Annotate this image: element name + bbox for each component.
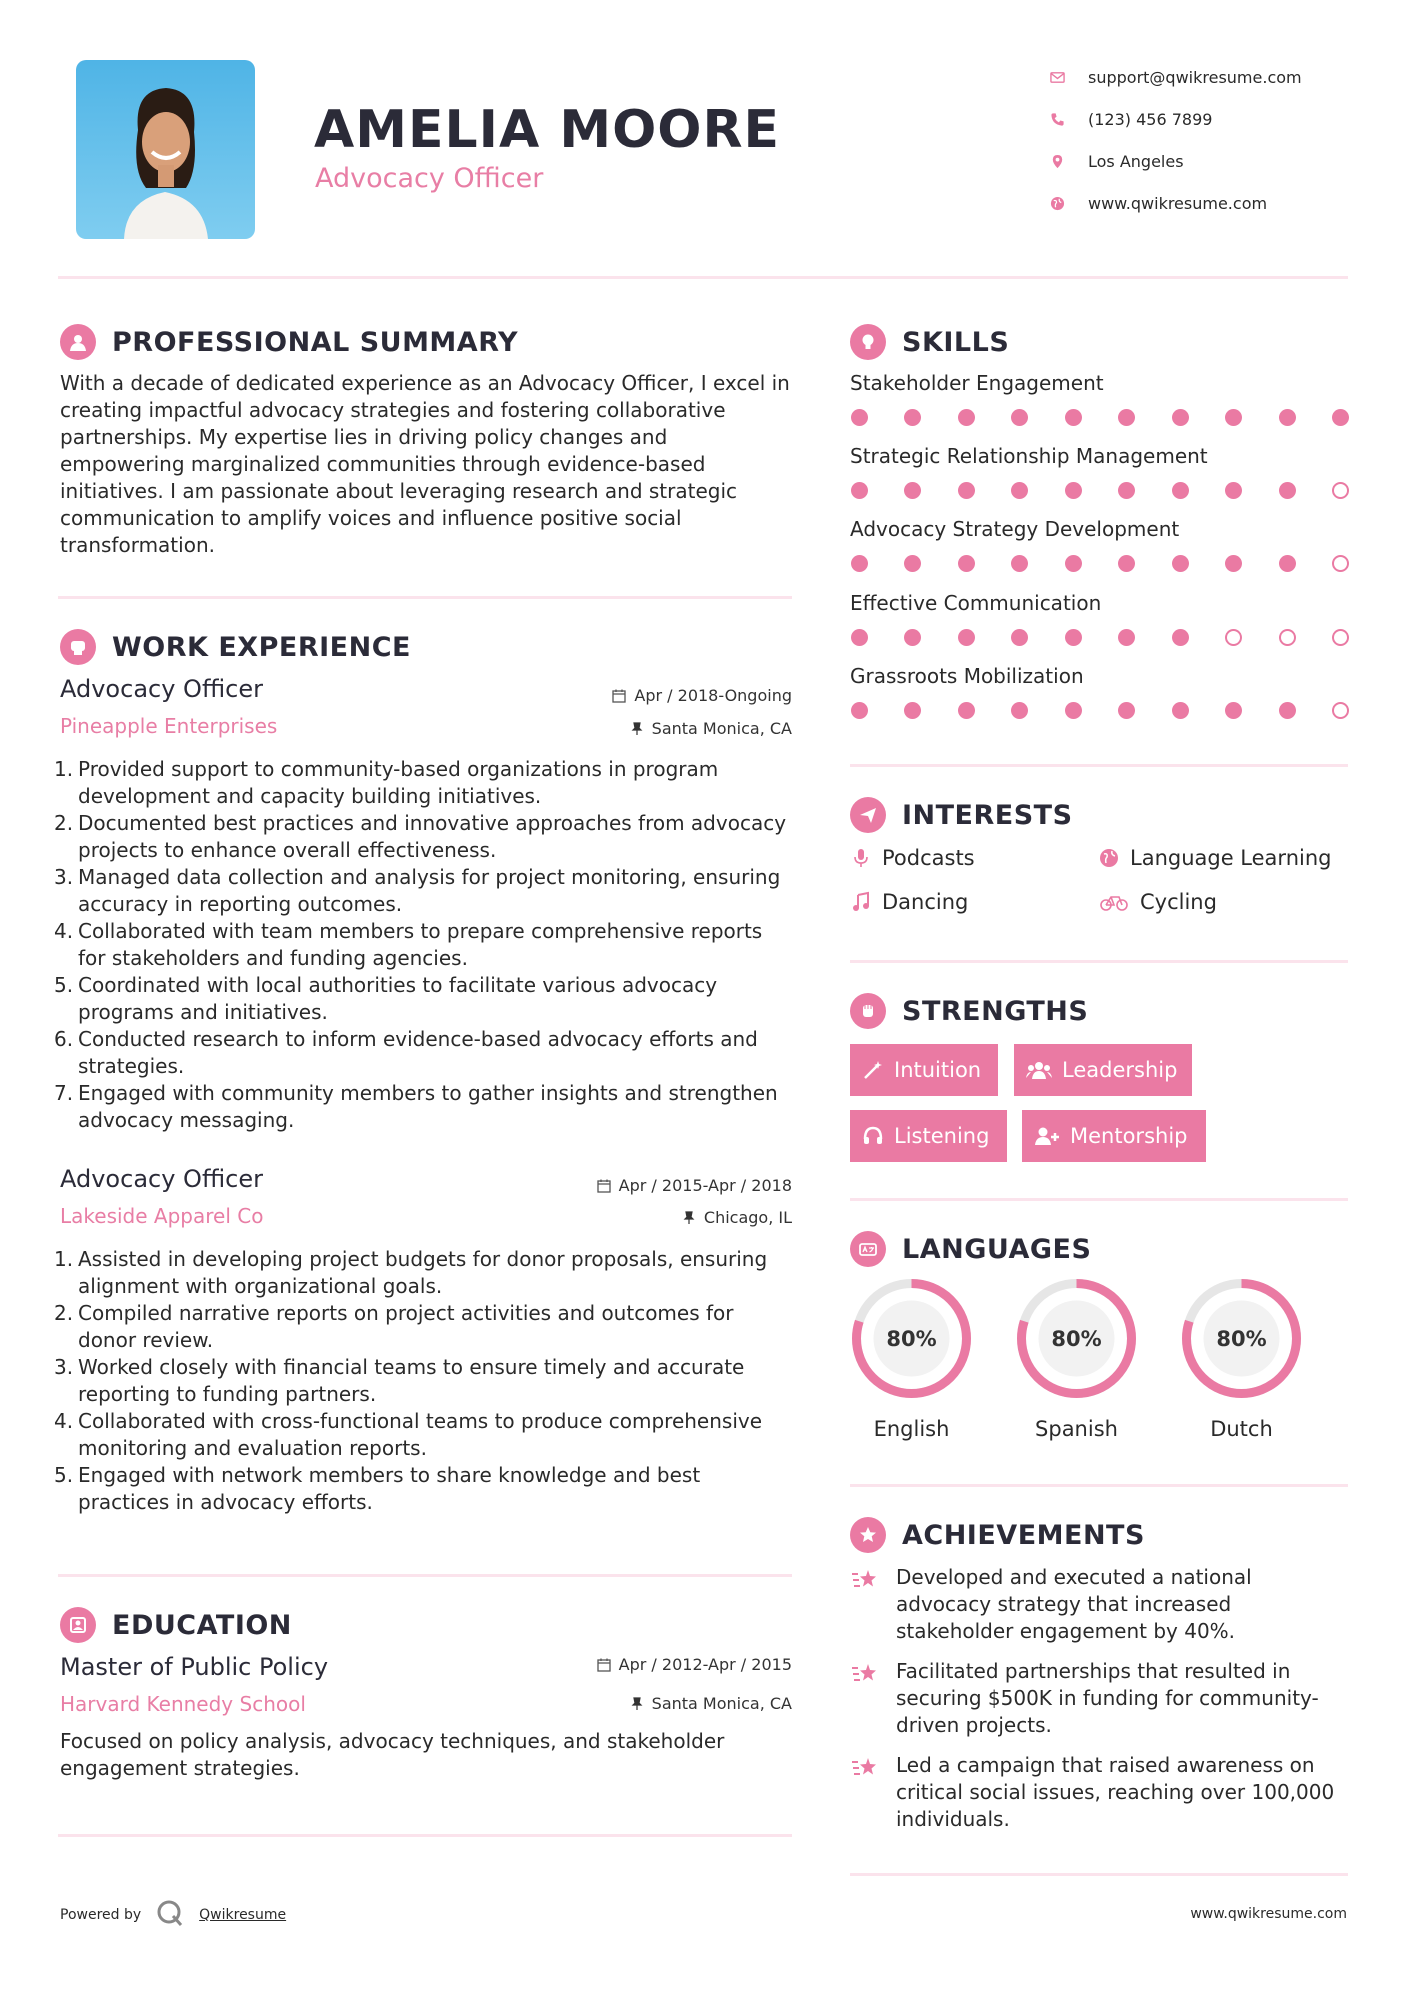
school-name: Harvard Kennedy School <box>60 1692 306 1716</box>
contact-website[interactable] <box>1050 182 1370 224</box>
skill-dot-filled <box>1118 555 1135 572</box>
skill-rating <box>851 629 1349 646</box>
list-item: 2. Compiled narrative reports on project activities and outcomes for donor review. <box>54 1301 734 1352</box>
candidate-role: Advocacy Officer <box>315 163 544 194</box>
skill-dot-filled <box>1118 409 1135 426</box>
skill-rating <box>851 409 1349 426</box>
language-percent: 80% <box>886 1327 937 1351</box>
experience-divider <box>58 1574 792 1577</box>
languages-header <box>850 1231 1091 1267</box>
headphones-icon <box>862 1125 884 1147</box>
language-progress-ring <box>1179 1276 1304 1401</box>
skill-dot-filled <box>1225 409 1242 426</box>
skill-dot-filled <box>1225 555 1242 572</box>
skill-dot-filled <box>904 409 921 426</box>
job-dates-text: Apr / 2018-Ongoing <box>634 686 792 705</box>
strength-chip: Leadership <box>1014 1044 1192 1096</box>
skill-dot-filled <box>958 555 975 572</box>
degree-title: Master of Public Policy <box>60 1653 329 1681</box>
summary-divider <box>58 596 792 599</box>
skill-dot-filled <box>1011 555 1028 572</box>
candidate-name: AMELIA MOORE <box>314 100 781 160</box>
calendar-icon <box>597 1179 611 1193</box>
achievements-title: ACHIEVEMENTS <box>902 1519 1145 1551</box>
skill-dot-empty <box>1332 702 1349 719</box>
skill-name: Grassroots Mobilization <box>850 664 1084 688</box>
job-location-text: Chicago, IL <box>703 1208 792 1227</box>
phone-text: (123) 456 7899 <box>1088 109 1213 129</box>
job-title: Advocacy Officer <box>60 675 263 703</box>
experience-header <box>60 629 411 665</box>
skill-dot-filled <box>1279 555 1296 572</box>
education-text: Focused on policy analysis, advocacy techniques, and stakeholder engagement strategies. <box>60 1729 725 1780</box>
language-name: English <box>873 1417 950 1441</box>
contact-email[interactable] <box>1050 56 1370 98</box>
interest-item: Language Learning <box>1098 846 1331 870</box>
globe-icon <box>1098 847 1120 869</box>
skill-dot-empty <box>1279 629 1296 646</box>
job-dates <box>552 1176 792 1195</box>
education-dates-text: Apr / 2012-Apr / 2015 <box>618 1655 792 1674</box>
education-location-text: Santa Monica, CA <box>651 1694 792 1713</box>
job-dates <box>552 686 792 705</box>
skills-header <box>850 324 1009 360</box>
calendar-icon <box>612 689 626 703</box>
languages-divider <box>850 1484 1348 1487</box>
skill-dot-filled <box>904 482 921 499</box>
list-item: 1. Assisted in developing project budgets for donor proposals, ensuring alignment with organizational goals. <box>54 1247 768 1298</box>
list-item: 3. Managed data collection and analysis for project monitoring, ensuring accuracy in reporting outcomes. <box>54 865 781 916</box>
footer-website[interactable]: www.qwikresume.com <box>1190 1906 1347 1922</box>
qwikresume-logo-icon <box>155 1898 185 1932</box>
education-dates <box>552 1655 792 1674</box>
education-header <box>60 1607 292 1643</box>
shooting-star-icon <box>850 1658 880 1688</box>
magic-wand-icon <box>862 1059 884 1081</box>
skill-dot-filled <box>958 409 975 426</box>
fist-icon <box>850 993 886 1029</box>
job-location-text: Santa Monica, CA <box>651 719 792 738</box>
language-item <box>1014 1276 1139 1441</box>
website-text: www.qwikresume.com <box>1088 193 1268 213</box>
star-badge-icon <box>850 1517 886 1553</box>
header-divider <box>58 276 1348 279</box>
globe-icon <box>1050 196 1088 211</box>
skill-dot-empty <box>1332 555 1349 572</box>
education-divider <box>58 1834 792 1837</box>
skill-dot-filled <box>1011 702 1028 719</box>
job-title: Advocacy Officer <box>60 1165 263 1193</box>
shooting-star-icon <box>850 1752 880 1782</box>
music-note-icon <box>850 891 872 913</box>
pushpin-icon <box>682 1211 696 1225</box>
education-location <box>552 1694 792 1713</box>
graduation-icon <box>60 1607 96 1643</box>
skill-dot-filled <box>1118 629 1135 646</box>
user-plus-icon <box>1034 1125 1060 1147</box>
interest-item: Dancing <box>850 890 968 914</box>
skill-dot-filled <box>851 409 868 426</box>
skill-dot-filled <box>1011 629 1028 646</box>
language-percent: 80% <box>1051 1327 1102 1351</box>
skill-dot-filled <box>851 702 868 719</box>
skill-dot-filled <box>1118 702 1135 719</box>
skill-dot-empty <box>1332 482 1349 499</box>
skill-dot-filled <box>1279 409 1296 426</box>
calendar-icon <box>597 1658 611 1672</box>
job-duties-list <box>54 1246 795 1516</box>
language-progress-ring <box>849 1276 974 1401</box>
skill-name: Advocacy Strategy Development <box>850 517 1180 541</box>
language-item <box>1179 1276 1304 1441</box>
language-item <box>849 1276 974 1441</box>
envelope-icon <box>1050 70 1088 85</box>
skill-dot-filled <box>1225 482 1242 499</box>
strengths-divider <box>850 1198 1348 1201</box>
experience-title: WORK EXPERIENCE <box>112 631 411 663</box>
list-item: 6. Conducted research to inform evidence-based advocacy efforts and strategies. <box>54 1027 758 1078</box>
powered-by-text: Powered by <box>60 1907 142 1923</box>
strength-chip: Listening <box>850 1110 1007 1162</box>
paper-plane-icon <box>850 797 886 833</box>
interests-header <box>850 797 1073 833</box>
language-percent: 80% <box>1216 1327 1267 1351</box>
achievement-item: Developed and executed a national advocacy strategy that increased stakeholder engagement by 40%. <box>850 1564 1348 1645</box>
skills-title: SKILLS <box>902 326 1010 358</box>
briefcase-icon <box>60 629 96 665</box>
skill-dot-filled <box>904 702 921 719</box>
contact-info <box>1050 56 1370 224</box>
skill-dot-empty <box>1332 629 1349 646</box>
skill-dot-filled <box>1011 482 1028 499</box>
skill-dot-empty <box>1225 629 1242 646</box>
skill-dot-filled <box>851 482 868 499</box>
portrait-image <box>76 60 255 239</box>
skill-rating <box>851 482 1349 499</box>
location-text: Los Angeles <box>1088 151 1184 171</box>
phone-icon <box>1050 112 1088 127</box>
achievement-item: Led a campaign that raised awareness on critical social issues, reaching over 100,000 individuals. <box>850 1752 1348 1833</box>
skill-dot-filled <box>1279 702 1296 719</box>
summary-text: With a decade of dedicated experience as an Advocacy Officer, I excel in creating impactful advocacy strategies and fostering collaborative partnerships. My expertise lies in driving policy changes and empowering marginalized communities through evidence-based initiatives. I am passionate about leveraging research and strategic communication to amplify voices and influence positive social transformation. <box>60 371 790 557</box>
skill-dot-filled <box>1065 629 1082 646</box>
achievement-item: Facilitated partnerships that resulted in securing $500K in funding for community-driven projects. <box>850 1658 1348 1739</box>
lightbulb-icon <box>850 324 886 360</box>
list-item: 4. Collaborated with cross-functional teams to produce comprehensive monitoring and evaluation reports. <box>54 1409 763 1460</box>
skill-dot-filled <box>904 555 921 572</box>
contact-location <box>1050 140 1370 182</box>
strengths-title: STRENGTHS <box>902 995 1089 1027</box>
achievements-header <box>850 1517 1145 1553</box>
brand-link[interactable]: Qwikresume <box>199 1907 287 1923</box>
skill-dot-filled <box>1011 409 1028 426</box>
skill-dot-filled <box>1118 482 1135 499</box>
skill-dot-filled <box>851 555 868 572</box>
languages-title: LANGUAGES <box>902 1233 1092 1265</box>
interests-title: INTERESTS <box>902 799 1073 831</box>
summary-title: PROFESSIONAL SUMMARY <box>112 326 519 358</box>
strength-chip: Mentorship <box>1022 1110 1206 1162</box>
list-item: 7. Engaged with community members to gather insights and strengthen advocacy messaging. <box>54 1081 778 1132</box>
skill-dot-filled <box>1065 409 1082 426</box>
shooting-star-icon <box>850 1564 880 1594</box>
skill-dot-filled <box>958 702 975 719</box>
skills-divider <box>850 764 1348 767</box>
language-card-icon <box>850 1231 886 1267</box>
skill-dot-filled <box>1172 482 1189 499</box>
pushpin-icon <box>630 1697 644 1711</box>
email-text: support@qwikresume.com <box>1088 67 1302 87</box>
skill-dot-filled <box>851 629 868 646</box>
skill-dot-filled <box>1172 555 1189 572</box>
skill-dot-filled <box>1332 409 1349 426</box>
skill-dot-filled <box>958 482 975 499</box>
list-item: 4. Collaborated with team members to prepare comprehensive reports for stakeholders and funding agencies. <box>54 919 763 970</box>
user-icon <box>60 324 96 360</box>
users-icon <box>1026 1059 1052 1081</box>
skill-dot-filled <box>1172 409 1189 426</box>
microphone-icon <box>850 847 872 869</box>
skill-dot-filled <box>1279 482 1296 499</box>
job-dates-text: Apr / 2015-Apr / 2018 <box>618 1176 792 1195</box>
job-location <box>552 719 792 738</box>
list-item: 2. Documented best practices and innovative approaches from advocacy projects to enhance overall effectiveness. <box>54 811 787 862</box>
strengths-header <box>850 993 1088 1029</box>
bicycle-icon <box>1098 891 1130 913</box>
skill-dot-filled <box>1172 629 1189 646</box>
interests-divider <box>850 960 1348 963</box>
skill-name: Strategic Relationship Management <box>850 444 1208 468</box>
skill-dot-filled <box>1065 555 1082 572</box>
list-item: 3. Worked closely with financial teams to ensure timely and accurate reporting to funding partners. <box>54 1355 745 1406</box>
job-location <box>552 1208 792 1227</box>
skill-rating <box>851 702 1349 719</box>
pushpin-icon <box>630 722 644 736</box>
skill-dot-filled <box>1172 702 1189 719</box>
list-item: 5. Coordinated with local authorities to facilitate various advocacy programs and initiatives. <box>54 973 718 1024</box>
language-name: Dutch <box>1210 1417 1273 1441</box>
language-progress-ring <box>1014 1276 1139 1401</box>
strength-chip: Intuition <box>850 1044 998 1096</box>
job-company: Pineapple Enterprises <box>60 714 278 738</box>
profile-photo <box>76 60 255 239</box>
skill-dot-filled <box>1225 702 1242 719</box>
skill-dot-filled <box>1065 482 1082 499</box>
footer-branding <box>60 1898 286 1932</box>
interest-item: Cycling <box>1098 890 1217 914</box>
skill-name: Stakeholder Engagement <box>850 371 1104 395</box>
education-title: EDUCATION <box>112 1609 292 1641</box>
skill-dot-filled <box>958 629 975 646</box>
list-item: 1. Provided support to community-based organizations in program development and capacity building initiatives. <box>54 757 719 808</box>
achievements-divider <box>850 1873 1348 1876</box>
language-name: Spanish <box>1035 1417 1118 1441</box>
job-company: Lakeside Apparel Co <box>60 1204 264 1228</box>
skill-name: Effective Communication <box>850 591 1102 615</box>
list-item: 5. Engaged with network members to share knowledge and best practices in advocacy efforts. <box>54 1463 701 1514</box>
skill-rating <box>851 555 1349 572</box>
skill-dot-filled <box>904 629 921 646</box>
summary-header <box>60 324 518 360</box>
job-duties-list <box>54 756 795 1134</box>
contact-phone[interactable] <box>1050 98 1370 140</box>
map-pin-icon <box>1050 154 1088 169</box>
interest-item: Podcasts <box>850 846 975 870</box>
skill-dot-filled <box>1065 702 1082 719</box>
